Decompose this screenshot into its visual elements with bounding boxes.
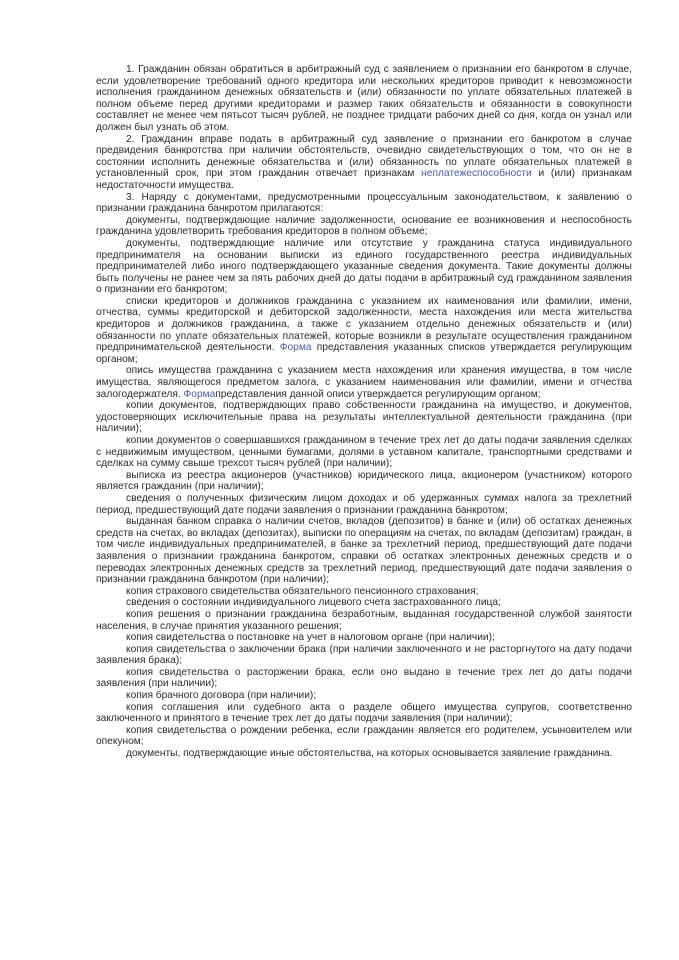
paragraph-text: и (или) признакам недостаточности имущества. [96,168,633,191]
paragraph-text: выданная банком справка о наличии счетов, вкладов (депозитов) в банке и (или) об остатках денежных средств на счетах, во вкладах (депозитах), выписки по операциям на счетах, по вкладам (депозитам) граждан, в том числе индивидуальных предпринимателей, в банке за трехлетний период, предшествующий дате подачи заявления о признании гражданина банкротом, справки об остатках электронных денежных средств и о переводах электронных денежных средств за трехлетний период, предшествующий дате подачи заявления о признании гражданина банкротом (при наличии); [96,516,632,586]
paragraph-text: опись имущества гражданина с указанием места нахождения или хранения имущества, в том числе имущества, являющегося предметом залога, с указанием наименования или фамилии, имени и отчества залогодержателя. [96,365,632,400]
paragraph-text: копия свидетельства о расторжении брака, если оно выдано в течение трех лет до даты подачи заявления (при наличии); [96,666,632,690]
paragraph-21 [96,725,632,748]
paragraph-8 [96,400,632,435]
paragraph-text: сведения о состоянии индивидуального лицевого счета застрахованного лица; [126,597,501,609]
paragraph-text: копия свидетельства о постановке на учет в налоговом органе (при наличии); [126,632,495,644]
paragraph-text: документы, подтверждающие иные обстоятельства, на которых основывается заявление гражданина. [126,748,613,760]
insolvency-link[interactable]: неплатежеспособности [421,168,532,180]
paragraph-14 [96,597,632,609]
paragraph-text: копия свидетельства о рождении ребенка, если гражданин является его родителем, усыновителем или опекуном; [96,724,632,748]
paragraph-1 [96,64,632,134]
property-inventory-form-link[interactable]: Форма [183,388,216,400]
paragraph-text: копии документов, подтверждающих право собственности гражданина на имущество, и документов, удостоверяющих исключительные права на результаты интеллектуальной деятельности гражданина (при наличии); [96,400,632,435]
paragraph-text: сведения о полученных физическим лицом доходах и об удержанных суммах налога за трехлетний период, предшествующий дате подачи заявления о признании гражданина банкротом; [96,492,632,516]
paragraph-text: представления указанных списков утверждается регулирующим органом; [96,342,632,365]
paragraph-text: документы, подтверждающие наличие или отсутствие у гражданина статуса индивидуального предпринимателя на основании выписки из единого государственного реестра индивидуальных предпринимателей либо иного подтверждающего указанные сведения документа. Такие документы должны быть получены не ранее чем за пять рабочих дней до даты подачи в арбитражный суд гражданином заявления о признании его банкротом; [96,237,632,296]
paragraph-text: копия брачного договора (при наличии); [126,690,317,702]
paragraph-10 [96,470,632,493]
creditors-list-form-link[interactable]: Форма [279,342,312,354]
paragraph-7 [96,365,632,400]
paragraph-16 [96,632,632,644]
paragraph-6 [96,296,632,366]
paragraph-text: документы, подтверждающие наличие задолженности, основание ее возникновения и неспособность гражданина удовлетворить требования кредиторов в полном объеме; [96,214,632,238]
paragraph-text: списки кредиторов и должников гражданина с указанием их наименования или фамилии, имени, отчества, суммы кредиторской и дебиторской задолженности, места нахождения или места жительства кредиторов и должников гражданина, а также с указанием отдельно денежных обязательств и (или) обязанности по уплате обязательных платежей, которые возникли в результате осуществления гражданином предпринимательской деятельности. [96,295,632,354]
paragraph-4 [96,215,632,238]
paragraph-text: копия соглашения или судебного акта о разделе общего имущества супругов, соответственно заключенного и принятого в течение трех лет до даты подачи заявления (при наличии); [96,701,632,725]
paragraph-5 [96,238,632,296]
paragraph-text: копия страхового свидетельства обязательного пенсионного страхования; [126,585,479,597]
paragraph-20 [96,702,632,725]
paragraph-text: копия свидетельства о заключении брака (при наличии заключенного и не расторгнутого на дату подачи заявления брака); [96,643,632,667]
document-body [96,64,632,760]
paragraph-12 [96,516,632,586]
paragraph-3 [96,192,632,215]
paragraph-19 [96,690,632,702]
paragraph-13 [96,586,632,598]
paragraph-15 [96,609,632,632]
paragraph-17 [96,644,632,667]
paragraph-text: 3. Наряду с документами, предусмотренными процессуальным законодательством, к заявлению о признании гражданина банкротом прилагаются: [96,191,632,215]
paragraph-text: выписка из реестра акционеров (участников) юридического лица, акционером (участником) которого является гражданин (при наличии); [96,469,632,493]
paragraph-11 [96,493,632,516]
paragraph-text: представления данной описи утверждается регулирующим органом; [215,388,541,400]
paragraph-22 [96,748,632,760]
paragraph-text: 2. Гражданин вправе подать в арбитражный суд заявление о признании его банкротом в случае предвидения банкротства при наличии обстоятельств, очевидно свидетельствующих о том, что он не в состоянии исполнить денежные обязательства и (или) обязанность по уплате обязательных платежей в установленный срок, при этом гражданин отвечает признакам [96,133,632,180]
paragraph-9 [96,435,632,470]
paragraph-text: копия решения о признании гражданина безработным, выданная государственной службой занятости населения, в случае принятия указанного решения; [96,608,632,632]
paragraph-2 [96,134,632,192]
paragraph-18 [96,667,632,690]
paragraph-text: копии документов о совершавшихся гражданином в течение трех лет до даты подачи заявления сделках с недвижимым имуществом, ценными бумагами, долями в уставном капитале, транспортными средствами и сделках на сумму свыше трехсот тысяч рублей (при наличии); [96,435,632,470]
paragraph-text: 1. Гражданин обязан обратиться в арбитражный суд с заявлением о признании его банкротом в случае, если удовлетворение требований одного кредитора или нескольких кредиторов приводит к невозможности исполнения гражданином денежных обязательств и (или) обязанности по уплате обязательных платежей в полном объеме перед другими кредиторами и размер таких обязательств и обязанности в совокупности составляет не менее чем пятьсот тысяч рублей, не позднее тридцати рабочих дней со дня, когда он узнал или должен был узнать об этом. [96,64,632,133]
